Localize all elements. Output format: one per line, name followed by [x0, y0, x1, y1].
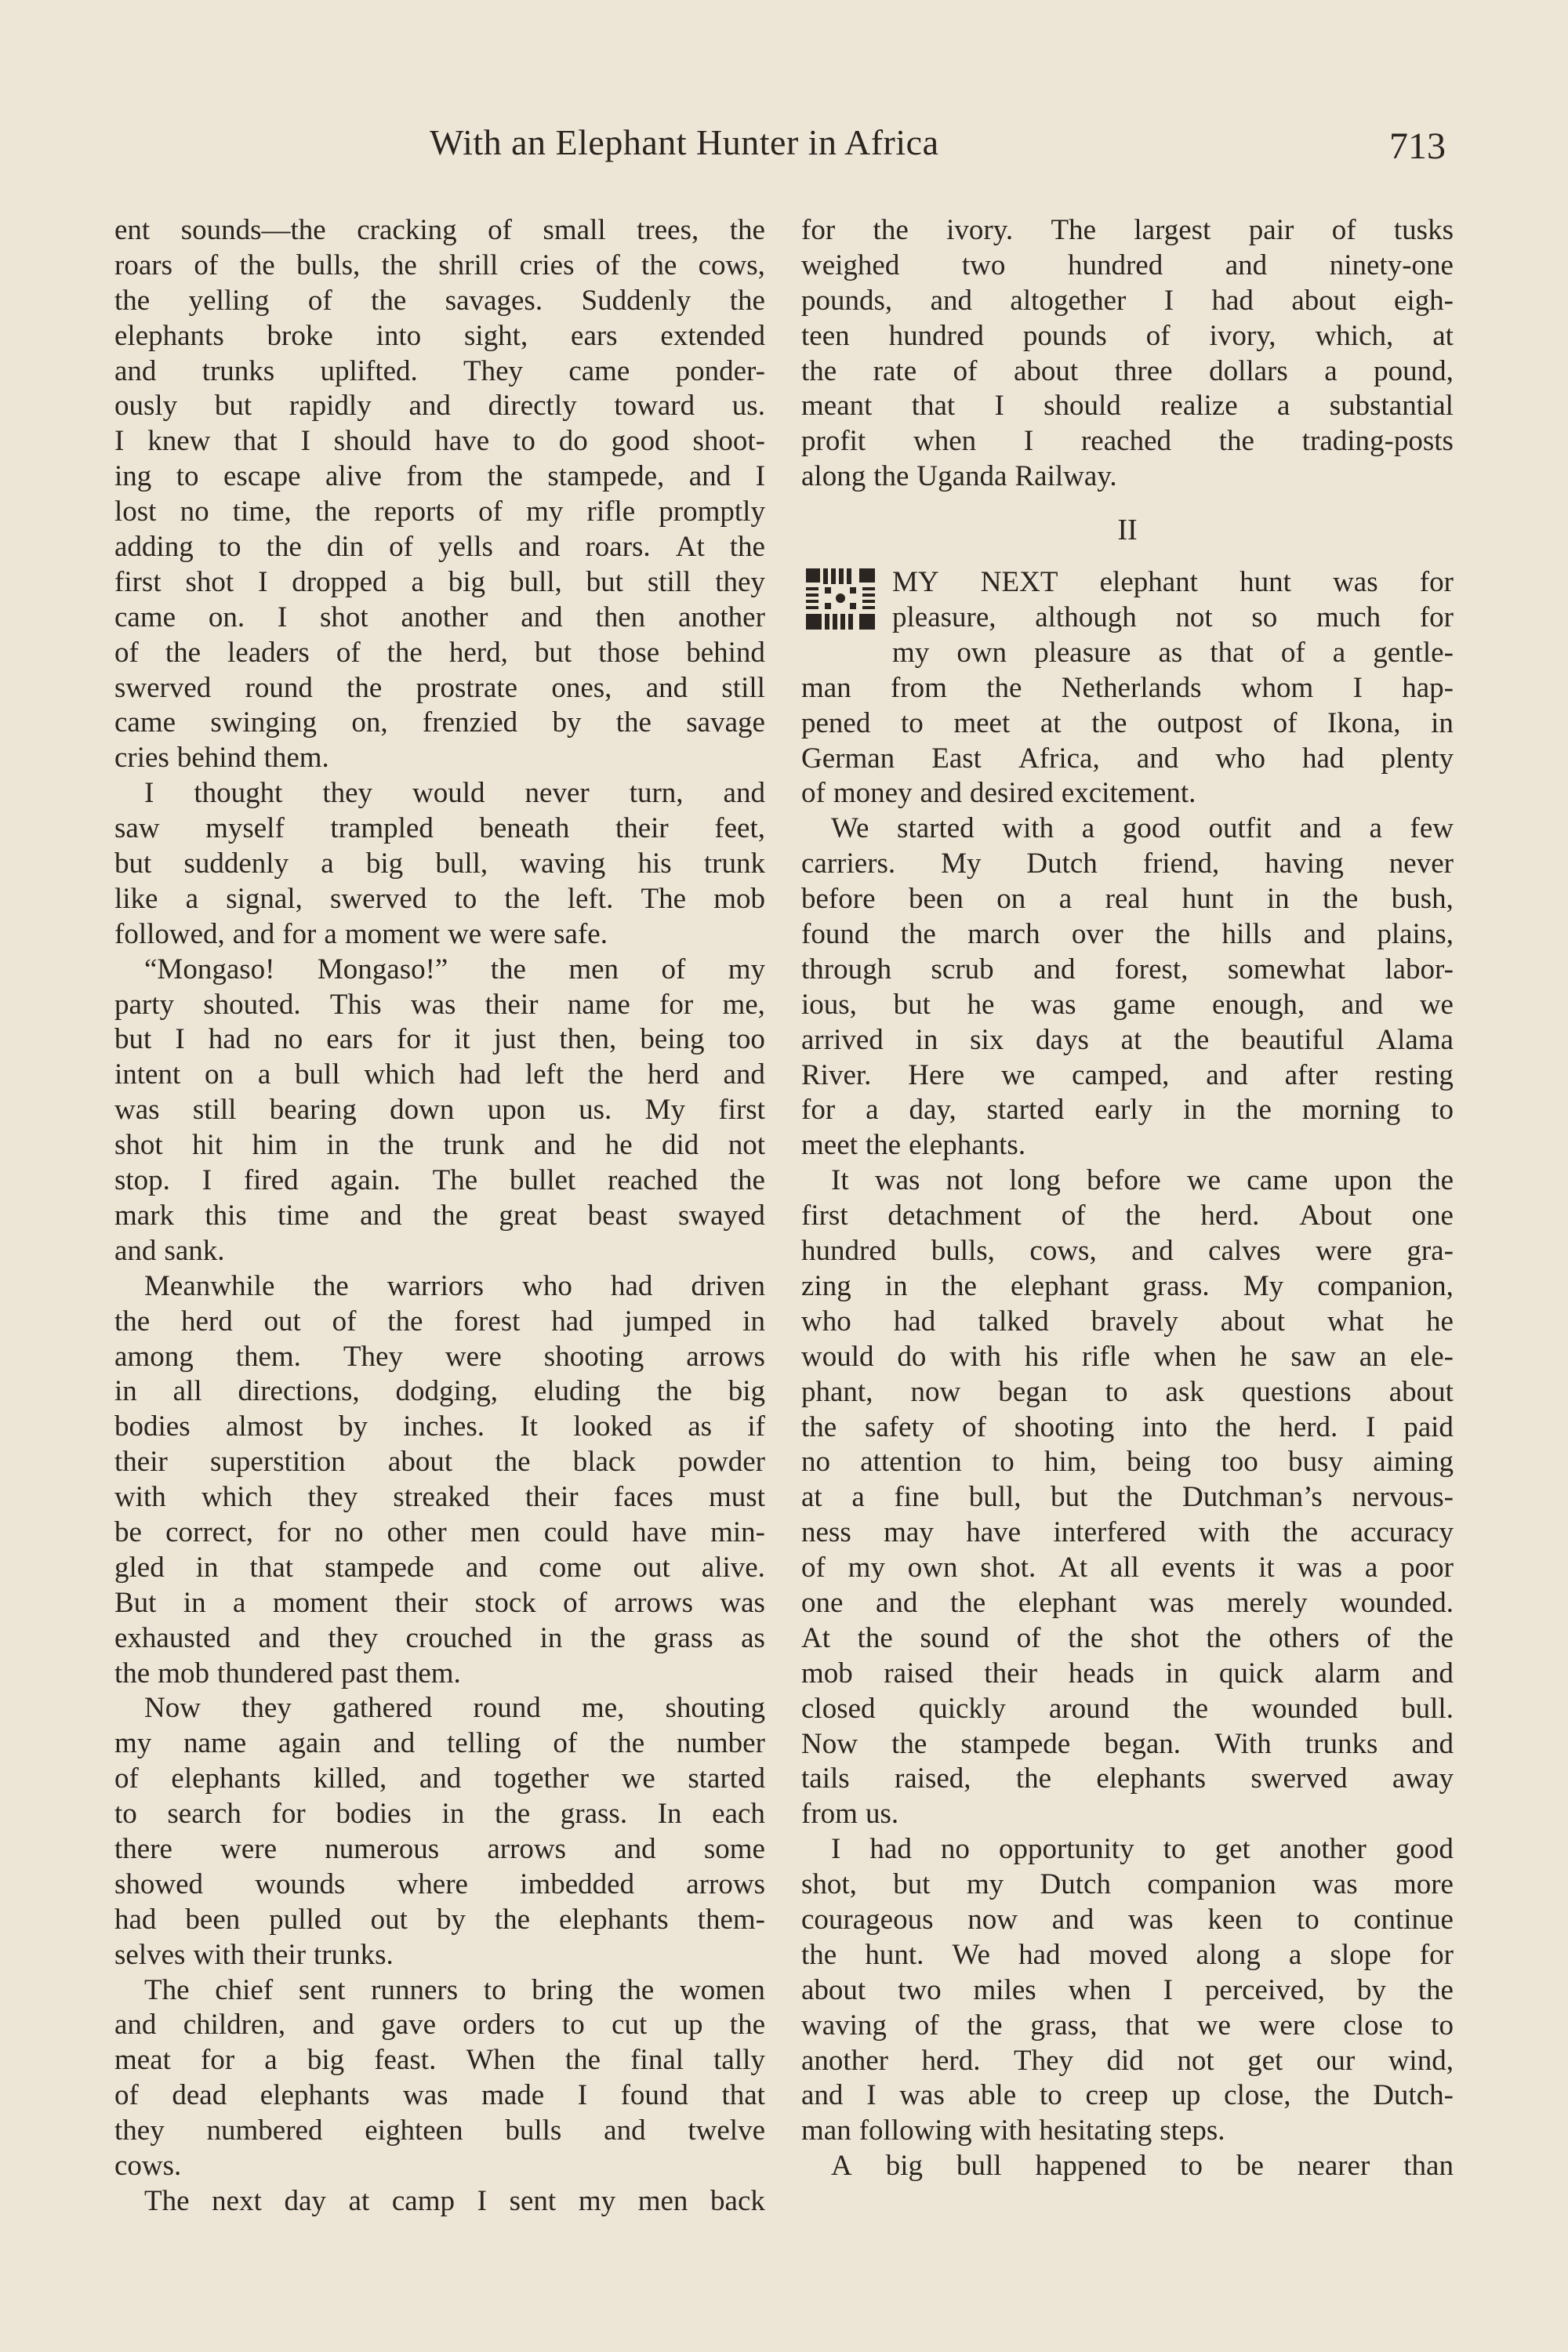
text-line: selves with their trunks. [114, 1938, 394, 1971]
text-line: pleasure, although not so much for [892, 601, 1454, 634]
text-line: for a day, started early in the morning to [801, 1094, 1454, 1127]
text-line: before been on a real hunt in the bush, [801, 883, 1454, 916]
left-column [114, 213, 765, 2220]
text-line: closed quickly around the wounded bull. [801, 1692, 1454, 1725]
text-line: bodies almost by inches. It looked as if [114, 1410, 765, 1443]
text-line: came on. I shot another and then another [114, 601, 765, 633]
text-line: Now the stampede began. With trunks and [801, 1727, 1454, 1760]
text-line: along the Uganda Railway. [801, 460, 1117, 493]
text-line: waving of the grass, that we were close to [801, 2009, 1454, 2042]
text-line: the yelling of the savages. Suddenly the [114, 284, 765, 317]
text-line: was still bearing down upon us. My first [114, 1094, 765, 1127]
text-line: there were numerous arrows and some [114, 1832, 765, 1865]
text-line: man following with hesitating steps. [801, 2114, 1225, 2147]
text-line: cows. [114, 2149, 182, 2182]
text-line: A big bull happened to be nearer than [831, 2150, 1454, 2183]
text-line: exhausted and they crouched in the grass as [114, 1621, 765, 1654]
text-line: and trunks uplifted. They came ponder- [114, 354, 765, 387]
text-line: at a fine bull, but the Dutchman’s nervous- [801, 1481, 1454, 1514]
text-line: party shouted. This was their name for me, [114, 988, 765, 1021]
text-line: and children, and gave orders to cut up the [114, 2009, 765, 2042]
text-line: mob raised their heads in quick alarm and [801, 1657, 1454, 1690]
text-line: pened to meet at the outpost of Ikona, in [801, 706, 1454, 739]
text-line: carriers. My Dutch friend, having never [801, 848, 1454, 880]
text-line: ious, but he was game enough, and we [801, 988, 1454, 1021]
text-line: my name again and telling of the number [114, 1727, 765, 1760]
text-line: We started with a good outfit and a few [831, 812, 1454, 845]
text-line: they numbered eighteen bulls and twelve [114, 2114, 765, 2147]
text-line: and sank. [114, 1234, 225, 1267]
text-line: meat for a big feast. When the final tally [114, 2044, 765, 2077]
text-line: another herd. They did not get our wind, [801, 2044, 1454, 2077]
text-line: weighed two hundred and ninety-one [801, 249, 1454, 281]
text-line: first detachment of the herd. About one [801, 1200, 1454, 1232]
text-line: in all directions, dodging, eluding the big [114, 1375, 765, 1408]
text-line: stop. I fired again. The bullet reached the [114, 1164, 765, 1197]
text-line: hundred bulls, cows, and calves were gra- [801, 1235, 1454, 1268]
text-line: be correct, for no other men could have min- [114, 1515, 765, 1548]
text-line: shot hit him in the trunk and he did not [114, 1129, 765, 1162]
text-line: first shot I dropped a big bull, but still they [114, 565, 765, 598]
text-line: ing to escape alive from the stampede, and I [114, 460, 765, 493]
text-line: The chief sent runners to bring the women [144, 1973, 765, 2006]
text-line: MY NEXT elephant hunt was for [892, 566, 1454, 599]
text-line: ness may have interfered with the accuracy [801, 1516, 1454, 1549]
text-line: about two miles when I perceived, by the [801, 1973, 1454, 2006]
right-column-top-text [801, 213, 1454, 495]
text-line: teen hundred pounds of ivory, which, at [801, 319, 1454, 352]
text-line: courageous now and was keen to continue [801, 1903, 1454, 1936]
text-line: of dead elephants was made I found that [114, 2079, 765, 2112]
text-line: elephants broke into sight, ears extended [114, 319, 765, 352]
text-line: the rate of about three dollars a pound, [801, 354, 1454, 387]
text-line: with which they streaked their faces must [114, 1481, 765, 1514]
text-line: swerved round the prostrate ones, and still [114, 671, 765, 704]
text-line: among them. They were shooting arrows [114, 1340, 765, 1373]
text-line: gled in that stampede and come out alive. [114, 1551, 765, 1584]
text-line: I knew that I should have to do good shoot- [114, 425, 765, 458]
text-line: one and the elephant was merely wounded. [801, 1586, 1454, 1619]
text-line: intent on a bull which had left the herd and [114, 1058, 765, 1091]
text-line: profit when I reached the trading-posts [801, 425, 1454, 458]
text-line: mark this time and the great beast swayed [114, 1199, 765, 1232]
text-line: would do with his rifle when he saw an ele- [801, 1340, 1454, 1373]
text-line: of my own shot. At all events it was a poor [801, 1552, 1454, 1584]
text-line: River. Here we camped, and after resting [801, 1058, 1454, 1091]
text-line: showed wounds where imbedded arrows [114, 1867, 765, 1900]
right-column [801, 213, 1454, 2184]
text-line: But in a moment their stock of arrows was [114, 1586, 765, 1619]
text-line: lost no time, the reports of my rifle promptly [114, 495, 765, 528]
page-number: 713 [1389, 125, 1446, 167]
text-line: the safety of shooting into the herd. I paid [801, 1410, 1454, 1443]
dropcap-paragraph [801, 565, 1454, 671]
text-line: “Mongaso! Mongaso!” the men of my [144, 953, 765, 985]
text-line: from us. [801, 1798, 899, 1831]
right-column-bottom-text [801, 671, 1454, 2184]
section-heading: II [1117, 514, 1138, 547]
text-line: arrived in six days at the beautiful Alama [801, 1023, 1454, 1056]
text-line: Now they gathered round me, shouting [144, 1692, 765, 1725]
text-line: tails raised, the elephants swerved away [801, 1762, 1454, 1795]
text-line: meet the elephants. [801, 1129, 1026, 1162]
text-line: phant, now began to ask questions about [801, 1375, 1454, 1408]
text-line: of the leaders of the herd, but those behind [114, 636, 765, 669]
text-line: adding to the din of yells and roars. At the [114, 531, 765, 564]
text-line: zing in the elephant grass. My companion, [801, 1269, 1454, 1302]
text-line: the hunt. We had moved along a slope for [801, 1938, 1454, 1971]
text-line: their superstition about the black powder [114, 1446, 765, 1479]
text-line: cries behind them. [114, 742, 329, 775]
text-line: for the ivory. The largest pair of tusks [801, 214, 1454, 246]
text-line: I had no opportunity to get another good [831, 1833, 1454, 1866]
text-line: but I had no ears for it just then, being too [114, 1023, 765, 1056]
text-line: of elephants killed, and together we started [114, 1762, 765, 1795]
dropcap-lines [801, 565, 1454, 671]
ornamental-initial-icon [803, 565, 878, 633]
text-line: came swinging on, frenzied by the savage [114, 706, 765, 739]
text-line: my own pleasure as that of a gentle- [892, 636, 1454, 669]
text-line: German East Africa, and who had plenty [801, 742, 1454, 775]
text-line: the herd out of the forest had jumped in [114, 1305, 765, 1338]
text-line: through scrub and forest, somewhat labor- [801, 953, 1454, 985]
text-line: pounds, and altogether I had about eigh- [801, 284, 1454, 317]
text-line: found the march over the hills and plains, [801, 918, 1454, 951]
text-line: ent sounds—the cracking of small trees, the [114, 214, 765, 246]
text-line: who had talked bravely about what he [801, 1305, 1454, 1338]
running-header [0, 122, 1568, 176]
text-line: had been pulled out by the elephants them- [114, 1903, 765, 1936]
running-title: With an Elephant Hunter in Africa [430, 122, 939, 162]
text-line: It was not long before we came upon the [831, 1164, 1454, 1197]
text-line: The next day at camp I sent my men back [144, 2184, 765, 2217]
text-line: Meanwhile the warriors who had driven [144, 1269, 765, 1302]
text-line: but suddenly a big bull, waving his trunk [114, 848, 765, 880]
text-line: saw myself trampled beneath their feet, [114, 812, 765, 845]
text-line: of money and desired excitement. [801, 777, 1196, 810]
text-line: shot, but my Dutch companion was more [801, 1868, 1454, 1901]
text-line: no attention to him, being too busy aiming [801, 1446, 1454, 1479]
text-line: roars of the bulls, the shrill cries of the cows, [114, 249, 765, 281]
text-line: meant that I should realize a substantial [801, 390, 1454, 423]
text-line: man from the Netherlands whom I hap- [801, 671, 1454, 704]
text-line: to search for bodies in the grass. In each [114, 1798, 765, 1831]
text-line: I thought they would never turn, and [144, 777, 765, 810]
text-line: ously but rapidly and directly toward us. [114, 390, 765, 423]
text-line: followed, and for a moment we were safe. [114, 917, 608, 950]
text-line: and I was able to creep up close, the Dutch- [801, 2079, 1454, 2112]
text-line: At the sound of the shot the others of the [801, 1621, 1454, 1654]
text-line: like a signal, swerved to the left. The mob [114, 882, 765, 915]
text-line: the mob thundered past them. [114, 1657, 461, 1690]
